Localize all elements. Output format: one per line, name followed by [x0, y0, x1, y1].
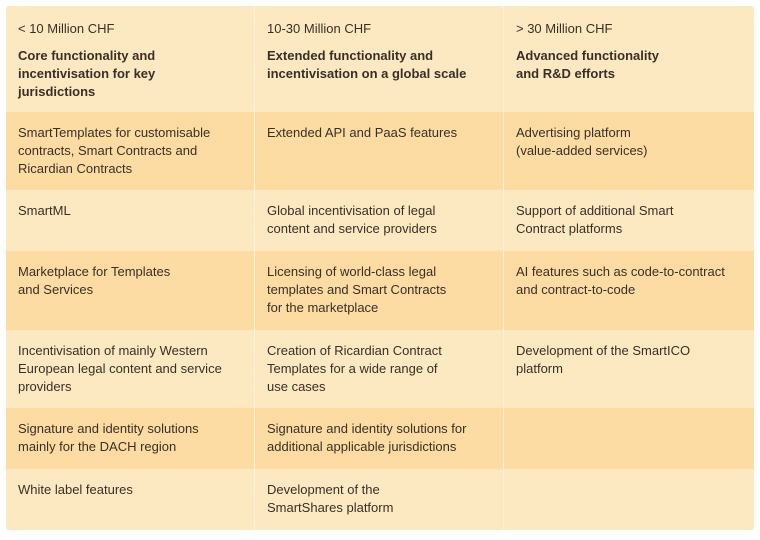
cell-text: Licensing of world-class legal templates and Smart Contracts for the marketplace [267, 264, 447, 315]
cell-text: White label features [18, 482, 133, 497]
table-cell [504, 408, 754, 469]
tier-title-high: Advanced functionality and R&D efforts [516, 48, 660, 81]
cell-text: Global incentivisation of legal content and service providers [267, 203, 437, 236]
tier-range-low: < 10 Million CHF [18, 21, 115, 36]
table-cell [255, 112, 504, 190]
table-cell [6, 408, 255, 469]
cell-text: Marketplace for Templates and Services [18, 264, 171, 297]
cell-text: SmartML [18, 203, 71, 218]
cell-text: Support of additional Smart Contract platforms [516, 203, 674, 236]
table-cell [504, 190, 754, 251]
tier-header-high [504, 6, 754, 112]
cell-text: Extended API and PaaS features [267, 125, 458, 140]
cell-text: Incentivisation of mainly Western European legal content and service providers [18, 343, 222, 394]
table-cell [6, 469, 255, 530]
cell-text: Advertising platform (value-added services) [516, 125, 648, 158]
table-cell [504, 251, 754, 330]
tier-title-low: Core functionality and incentivisation for key jurisdictions [18, 48, 156, 99]
table-cell [255, 190, 504, 251]
cell-text: AI features such as code-to-contract and contract-to-code [516, 264, 725, 297]
table-cell [6, 190, 255, 251]
table-cell [255, 251, 504, 330]
cell-text: Creation of Ricardian Contract Templates for a wide range of use cases [267, 343, 442, 394]
tier-range-mid: 10-30 Million CHF [267, 21, 372, 36]
tier-header-low [6, 6, 255, 112]
table-cell [504, 112, 754, 190]
tier-header-mid [255, 6, 504, 112]
table-cell [255, 330, 504, 408]
cell-text: SmartTemplates for customisable contracts, Smart Contracts and Ricardian Contracts [18, 125, 211, 176]
table-cell [6, 251, 255, 330]
funding-tier-table [6, 6, 754, 530]
table-cell [504, 469, 754, 530]
table-cell [504, 330, 754, 408]
table-cell [255, 408, 504, 469]
cell-text: Development of the SmartShares platform [267, 482, 394, 515]
cell-text: Signature and identity solutions for additional applicable jurisdictions [267, 421, 467, 454]
table-cell [6, 330, 255, 408]
tier-title-mid: Extended functionality and incentivisation on a global scale [267, 48, 467, 81]
tier-range-high: > 30 Million CHF [516, 21, 613, 36]
cell-text: Signature and identity solutions mainly for the DACH region [18, 421, 199, 454]
table-cell [255, 469, 504, 530]
cell-text: Development of the SmartICO platform [516, 343, 691, 376]
table-cell [6, 112, 255, 190]
